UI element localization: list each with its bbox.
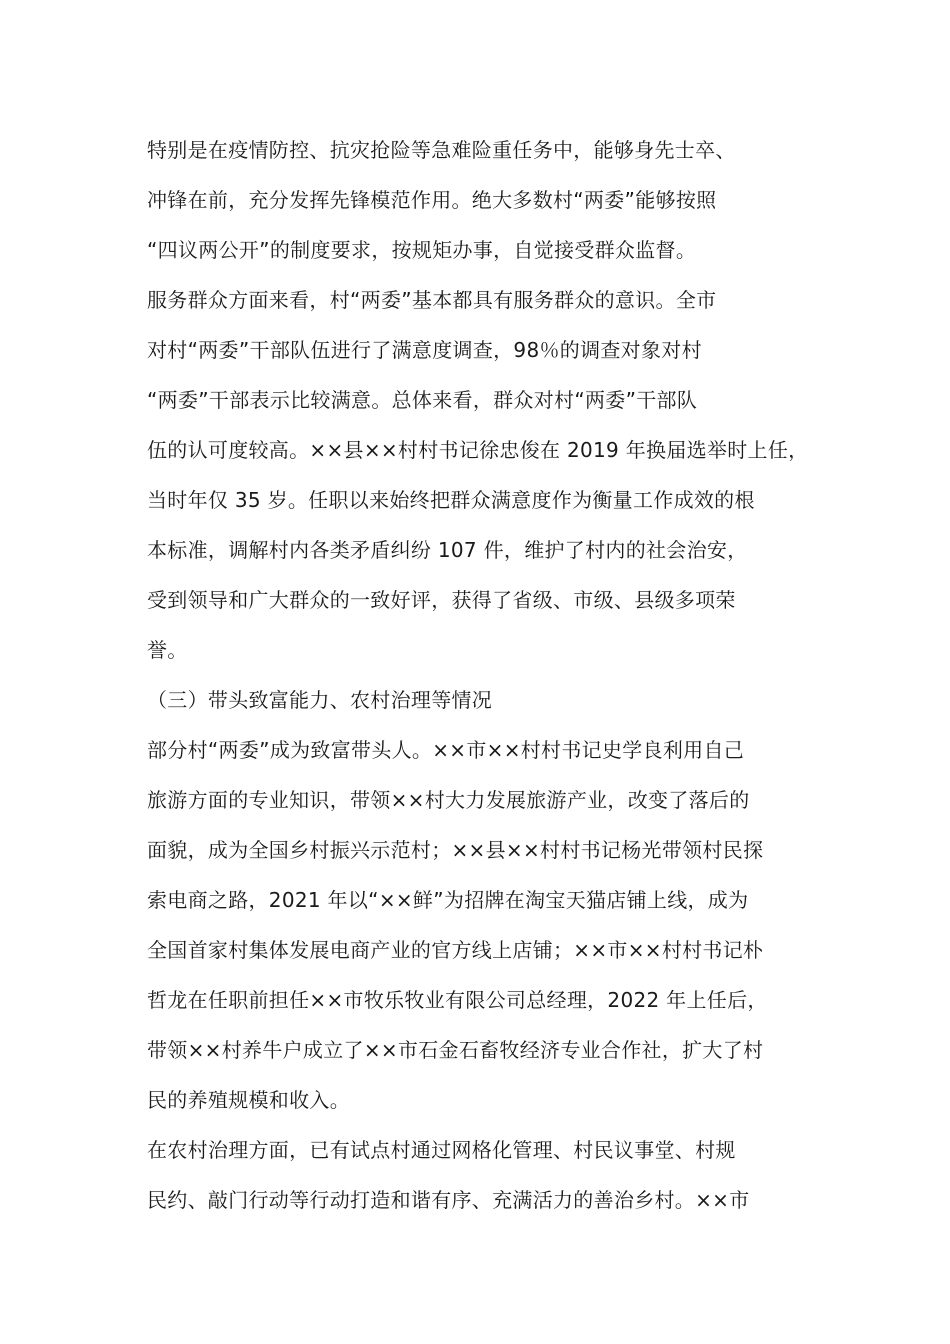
text-line: 冲锋在前，充分发挥先锋模范作用。绝大多数村“两委”能够按照 bbox=[147, 188, 717, 212]
text-line: 当时年仅 35 岁。任职以来始终把群众满意度作为衡量工作成效的根 bbox=[147, 488, 755, 512]
text-line: “四议两公开”的制度要求，按规矩办事，自觉接受群众监督。 bbox=[147, 238, 697, 262]
text-line: 民的养殖规模和收入。 bbox=[147, 1088, 350, 1112]
text-line: 索电商之路，2021 年以“××鲜”为招牌在淘宝天猫店铺上线，成为 bbox=[147, 888, 749, 912]
text-line: 民约、敲门行动等行动打造和谐有序、充满活力的善治乡村。××市 bbox=[147, 1188, 750, 1212]
text-line: 在农村治理方面，已有试点村通过网格化管理、村民议事堂、村规 bbox=[147, 1138, 736, 1162]
text-line: 受到领导和广大群众的一致好评，获得了省级、市级、县级多项荣 bbox=[147, 588, 736, 612]
text-line: 哲龙在任职前担任××市牧乐牧业有限公司总经理，2022 年上任后， bbox=[147, 988, 768, 1012]
text-line: 面貌，成为全国乡村振兴示范村；××县××村村书记杨光带领村民探 bbox=[147, 838, 764, 862]
text-line: 特别是在疫情防控、抗灾抢险等急难险重任务中，能够身先士卒、 bbox=[147, 138, 736, 162]
text-line: “两委”干部表示比较满意。总体来看，群众对村“两委”干部队 bbox=[147, 388, 698, 412]
text-line: 本标准，调解村内各类矛盾纠纷 107 件，维护了村内的社会治安， bbox=[147, 538, 748, 562]
text-line: 誉。 bbox=[147, 638, 188, 662]
text-line: 全国首家村集体发展电商产业的官方线上店铺；××市××村村书记朴 bbox=[147, 938, 764, 962]
section-heading: （三）带头致富能力、农村治理等情况 bbox=[147, 688, 493, 712]
text-line: 旅游方面的专业知识，带领××村大力发展旅游产业，改变了落后的 bbox=[147, 788, 750, 812]
text-line: 伍的认可度较高。××县××村村书记徐忠俊在 2019 年换届选举时上任， bbox=[147, 438, 809, 462]
text-line: 对村“两委”干部队伍进行了满意度调查，98％的调查对象对村 bbox=[147, 338, 702, 362]
text-line: 带领××村养牛户成立了××市石金石畜牧经济专业合作社，扩大了村 bbox=[147, 1038, 764, 1062]
text-line: 服务群众方面来看，村“两委”基本都具有服务群众的意识。全市 bbox=[147, 288, 717, 312]
text-line: 部分村“两委”成为致富带头人。××市××村村书记史学良利用自己 bbox=[147, 738, 745, 762]
